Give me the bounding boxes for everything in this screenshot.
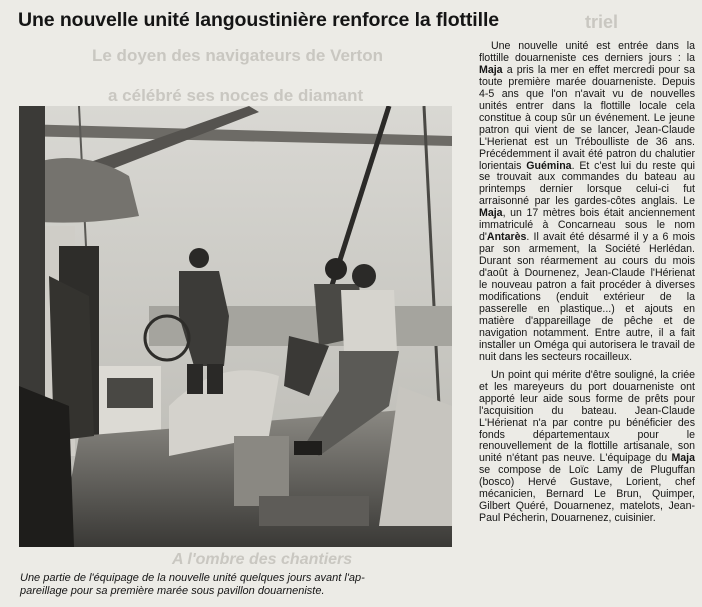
boat-name: Maja xyxy=(671,452,695,465)
article-paragraph-1: Une nouvelle unité est entrée dans la flottille douarneniste ces derniers jours : la Maja a pris la mer en effet mercredi pour sa toute première marée douarneniste. Depuis 4-5 ans que l'on n'avait vu de nouvelles unités entrer dans la flottille locale cela constitue à coup sûr un événement. Le jeune patron qui vient de se lancer, Jean-Claude L'Herienat est un Tréboulliste de 36 ans. Précédemment il avait été patron du chalutier lorientais Guémina. Et c'est lui du reste qui se trouvait aux commandes du bateau au printemps dernier lorsque celui-ci fut arraisonné par les gardes-côtes anglais. Le Maja, un 17 mètres bois était anciennement immatriculé à Concarneau sous le nom d'Antarès. Il avait été désarmé il y a 6 mois par son armement, la Société Herlédan. Durant son réarmement au cours du mois d'août à Dournenez, Jean-Claude l'Hérienat le nouveau patron a fait procéder à diverses modifications (enduit extérieur de la passerelle en plastique...) et ajouts en matière d'appareillage de pêche et de navigation notamment. Entre autre, il a fait installer un Oméga qui autorisera le travail de nuit dans les secteurs rocailleux. xyxy=(479,40,696,363)
crew-photo xyxy=(19,106,452,547)
boat-name: Maja xyxy=(479,63,503,76)
headline: Une nouvelle unité langoustinière renforce la flottille xyxy=(18,9,500,31)
caption-line-1: Une partie de l'équipage de la nouvelle unité quelques jours avant l'ap- xyxy=(20,572,365,584)
bleed-through-line-1: Le doyen des navigateurs de Verton xyxy=(92,46,383,65)
photo-caption xyxy=(20,572,480,598)
article-body xyxy=(479,41,695,531)
bleed-through-heading-right: triel xyxy=(585,12,619,32)
bleed-through-bottom: A l'ombre des chantiers xyxy=(172,551,353,568)
caption-line-2: pareillage pour sa première marée sous pavillon douarneniste. xyxy=(20,585,325,597)
former-boat-name: Antarès xyxy=(486,231,527,244)
trawler-name: Guémina xyxy=(526,159,572,172)
boat-name: Maja xyxy=(479,207,503,220)
article-paragraph-2: Un point qui mérite d'être souligné, la criée et les mareyeurs du port douarneniste ont apporté leur aide sous forme de prêts pour l'acquisition du bateau. Jean-Claude L'Hérienat n'a par contre pu bénéficier des fonds départementaux pour le renouvellement de la flottille artisanale, son unité n'étant pas neuve. L'équipage du Maja se compose de Loïc Lamy de Pluguffan (bosco) Hervé Gustave, Lorient, chef mécanicien, Bernard Le Brun, Quimper, Gilbert Quéré, Douarnenez, matelots, Jean-Paul Pécherin, Douarnenez, cuisinier. xyxy=(479,368,695,525)
bleed-through-line-2: a célébré ses noces de diamant xyxy=(108,86,364,105)
